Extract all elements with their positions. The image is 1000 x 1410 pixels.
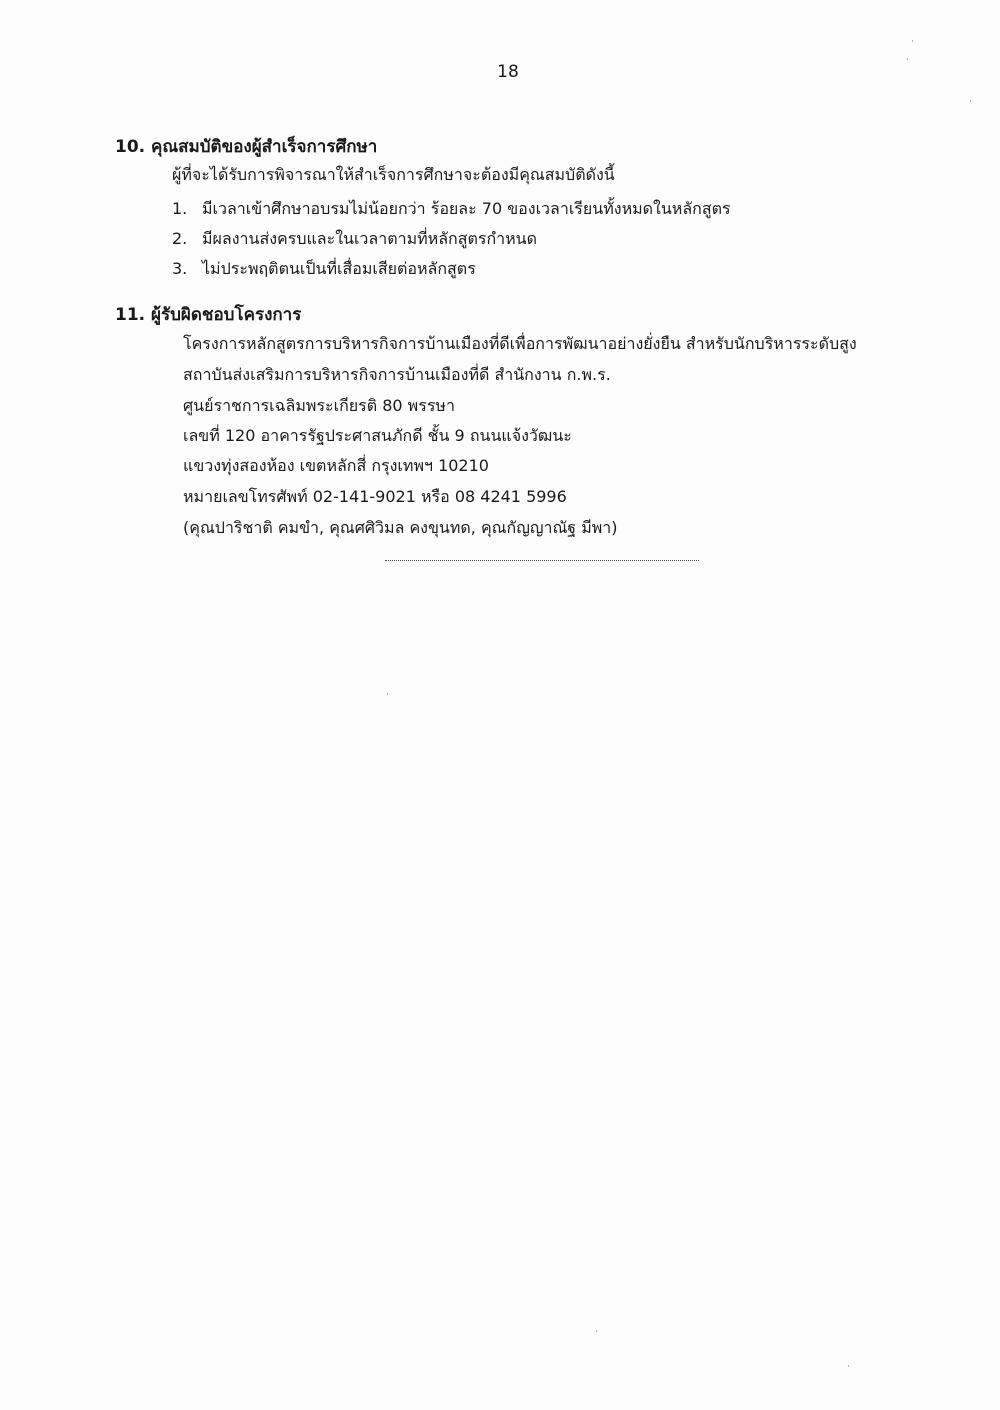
requirement-number: 2.	[172, 229, 188, 248]
scan-speck	[970, 100, 971, 102]
requirement-item	[172, 257, 476, 282]
building-address-line: เลขที่ 120 อาคารรัฐประศาสนภักดี ชั้น 9 ถนนแจ้งวัฒนะ	[183, 426, 572, 445]
institute-line: สถาบันส่งเสริมการบริหารกิจการบ้านเมืองที่ดี สำนักงาน ก.พ.ร.	[183, 365, 611, 384]
scan-speck	[596, 1330, 597, 1332]
requirement-text: ไม่ประพฤติตนเป็นที่เสื่อมเสียต่อหลักสูตร	[202, 259, 476, 278]
section-10-heading: 10. คุณสมบัติของผู้สำเร็จการศึกษา	[115, 137, 378, 157]
district-address-line: แขวงทุ่งสองห้อง เขตหลักสี่ กรุงเทพฯ 10210	[183, 456, 489, 475]
end-dotted-rule	[385, 560, 699, 561]
scan-speck	[387, 693, 388, 695]
scan-speck	[848, 1365, 849, 1367]
requirement-item	[172, 197, 731, 222]
contact-persons-line: (คุณปาริชาติ คมขำ, คุณศศิวิมล คงขุนทด, คุณกัญญาณัฐ มีพา)	[183, 518, 618, 537]
section-10-intro: ผู้ที่จะได้รับการพิจารณาให้สำเร็จการศึกษาจะต้องมีคุณสมบัติดังนี้	[172, 165, 615, 184]
requirement-number: 3.	[172, 259, 188, 278]
requirement-item	[172, 227, 537, 252]
page-number: 18	[497, 62, 519, 82]
requirement-text: มีเวลาเข้าศึกษาอบรมไม่น้อยกว่า ร้อยละ 70 ของเวลาเรียนทั้งหมดในหลักสูตร	[202, 199, 731, 218]
requirement-text: มีผลงานส่งครบและในเวลาตามที่หลักสูตรกำหนด	[202, 229, 537, 248]
scan-speck	[912, 40, 913, 42]
government-center-line: ศูนย์ราชการเฉลิมพระเกียรติ 80 พรรษา	[183, 396, 455, 415]
project-name-line: โครงการหลักสูตรการบริหารกิจการบ้านเมืองที่ดีเพื่อการพัฒนาอย่างยั่งยืน สำหรับนักบริหารระดับสูง	[183, 334, 857, 353]
requirement-number: 1.	[172, 199, 188, 218]
phone-line: หมายเลขโทรศัพท์ 02-141-9021 หรือ 08 4241 5996	[183, 487, 567, 506]
scan-speck	[907, 58, 908, 60]
section-11-heading: 11. ผู้รับผิดชอบโครงการ	[115, 305, 302, 325]
